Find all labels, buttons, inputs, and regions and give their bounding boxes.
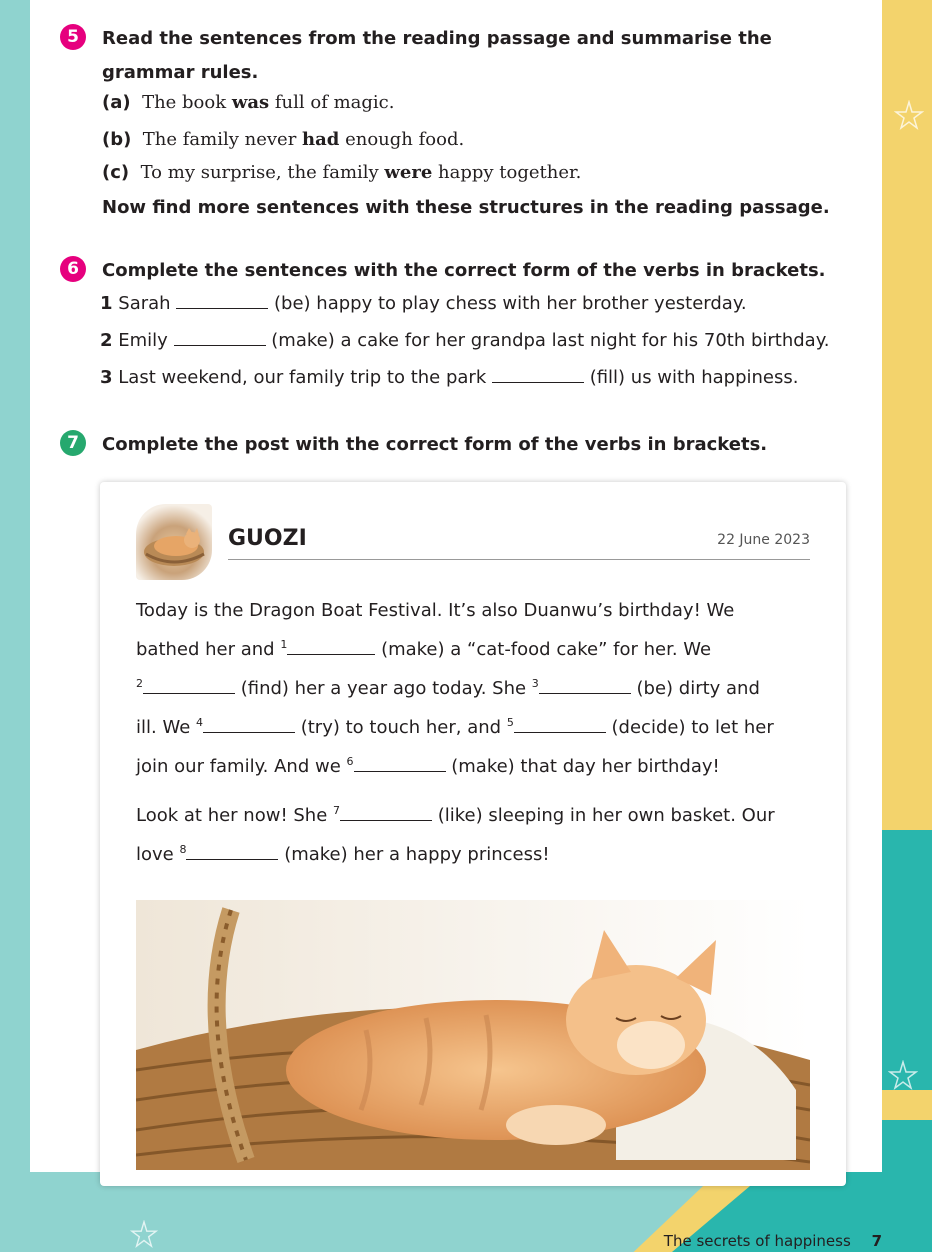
answer-blank[interactable] — [143, 675, 235, 694]
answer-blank[interactable] — [514, 714, 606, 733]
exercise-7 — [60, 428, 862, 462]
exercise-7-badge: 7 — [60, 430, 86, 456]
answer-blank[interactable] — [354, 753, 446, 772]
answer-blank[interactable] — [203, 714, 295, 733]
ex5-note: Now find more sentences with these structures in the reading passage. — [102, 197, 830, 218]
answer-blank[interactable] — [492, 364, 584, 383]
page-footer — [664, 1232, 882, 1250]
ex6-item-3: 3 Last weekend, our family trip to the park (fill) us with happiness. — [100, 364, 798, 392]
cat-in-basket-image — [136, 900, 810, 1170]
page-number: 7 — [871, 1232, 882, 1250]
exercise-5 — [60, 22, 802, 90]
ex5-item-b: (b) The family never had enough food. — [102, 129, 465, 150]
cat-avatar-image — [136, 504, 212, 580]
post-divider — [228, 559, 810, 560]
answer-blank[interactable] — [174, 327, 266, 346]
ex5-item-a: (a) The book was full of magic. — [102, 92, 395, 113]
exercise-6-instruction: Complete the sentences with the correct form of the verbs in brackets. — [102, 260, 826, 281]
star-doodle-icon — [894, 100, 924, 130]
post-card — [100, 482, 846, 1186]
answer-blank[interactable] — [539, 675, 631, 694]
answer-blank[interactable] — [287, 636, 375, 655]
avatar — [136, 504, 212, 580]
footer-title: The secrets of happiness — [663, 1232, 851, 1250]
exercise-5-instruction: Read the sentences from the reading passage and summarise the grammar rules. — [102, 28, 772, 83]
left-teal-strip — [0, 0, 30, 1252]
star-doodle-icon — [888, 1060, 918, 1090]
ex6-item-2: 2 Emily (make) a cake for her grandpa last night for his 70th birthday. — [100, 327, 830, 355]
exercise-6-badge: 6 — [60, 256, 86, 282]
post-username: GUOZI — [228, 526, 307, 551]
exercise-5-badge: 5 — [60, 24, 86, 50]
post-date: 22 June 2023 — [717, 532, 810, 548]
star-doodle-icon — [130, 1220, 158, 1248]
sleeping-cat-photo — [136, 900, 810, 1170]
exercise-6 — [60, 254, 862, 288]
post-paragraph-2: Look at her now! She $^7$ (like) sleeping in her own basket. Our love $^8$ (make) her a happy princess! — [136, 804, 775, 865]
answer-blank[interactable] — [186, 841, 278, 860]
post-paragraph-1: Today is the Dragon Boat Festival. It’s also Duanwu’s birthday! We bathed her and $^1$ (make) a “cat-food cake” for her. We $^2$ (find) her a year ago today. She $^3$ (be) dirty and ill. We $^4$ (try) to touch her, and $^5$ (decide) to let her join our family. And we $^6$ (make) that day her birthday! — [136, 600, 774, 777]
answer-blank[interactable] — [340, 802, 432, 821]
ex5-item-c: (c) To my surprise, the family were happy together. — [102, 162, 582, 183]
ex6-item-1: 1 Sarah (be) happy to play chess with her brother yesterday. — [100, 290, 747, 318]
exercise-7-instruction: Complete the post with the correct form of the verbs in brackets. — [102, 434, 768, 455]
answer-blank[interactable] — [176, 290, 268, 309]
